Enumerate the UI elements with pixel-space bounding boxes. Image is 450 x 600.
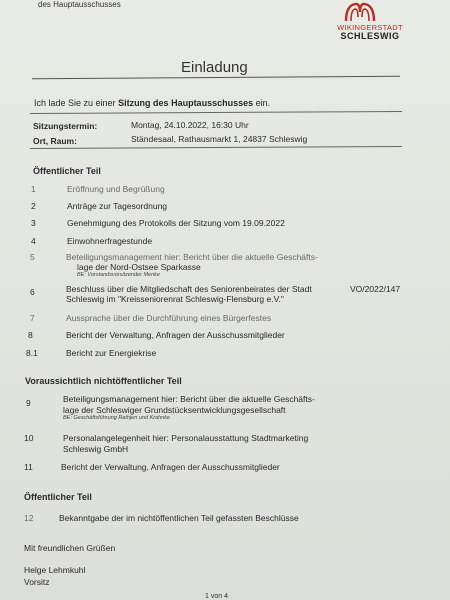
agenda-item-text: lage der Schleswiger Grundstücksentwicklungsgesellschaft xyxy=(63,405,286,415)
section-heading-public: Öffentlicher Teil xyxy=(33,166,101,176)
logo-wordmark-top: WIKINGERSTADT xyxy=(337,23,403,32)
city-logo xyxy=(300,0,430,42)
city-arches-logo xyxy=(343,0,377,22)
agenda-item-number: 7 xyxy=(30,313,35,323)
agenda-item-number: 8 xyxy=(28,330,33,340)
meeting-date-value: Montag, 24.10.2022, 16:30 Uhr xyxy=(131,120,249,130)
agenda-item-text: lage der Nord-Ostsee Sparkasse xyxy=(77,262,201,272)
agenda-item-text: Anträge zur Tagesordnung xyxy=(67,201,168,211)
agenda-item-text: Bekanntgabe der im nichtöffentlichen Teil gefassten Beschlüsse xyxy=(59,513,299,523)
committee-header: des Hauptausschusses xyxy=(38,0,121,9)
agenda-item-number: 2 xyxy=(31,201,36,211)
agenda-item-text: Genehmigung des Protokolls der Sitzung vom 19.09.2022 xyxy=(67,218,285,228)
intro-suffix: ein. xyxy=(253,98,271,108)
agenda-item-text: Bericht zur Energiekrise xyxy=(66,348,157,358)
agenda-item-number: 6 xyxy=(30,287,35,297)
meeting-place-label: Ort, Raum: xyxy=(33,136,77,146)
agenda-item-text: Beteiligungsmanagement hier: Bericht über die aktuelle Geschäfts- xyxy=(66,252,318,262)
agenda-item-number: 9 xyxy=(26,398,31,408)
agenda-item-note: BE: Vorstandsvorsitzender Menke xyxy=(77,272,160,278)
agenda-item-text: Bericht der Verwaltung, Anfragen der Ausschussmitglieder xyxy=(66,330,285,340)
page-number: 1 von 4 xyxy=(205,593,228,600)
agenda-item-text: Schleswig im "Kreisseniorenrat Schleswig-Flensburg e.V." xyxy=(66,294,284,304)
agenda-item-reference: VO/2022/147 xyxy=(350,284,401,294)
meeting-date-label: Sitzungstermin: xyxy=(33,121,98,131)
agenda-item-note: BE: Geschäftsführung Rathjen und Krahnke xyxy=(63,415,171,421)
agenda-item-text: Bericht der Verwaltung, Anfragen der Ausschussmitglieder xyxy=(61,462,280,472)
agenda-item-text: Personalangelegenheit hier: Personalausstattung Stadtmarketing xyxy=(63,433,309,443)
meeting-place-value: Ständesaal, Rathausmarkt 1, 24837 Schleswig xyxy=(131,134,308,144)
page-title: Einladung xyxy=(181,59,248,76)
agenda-item-text: Aussprache über die Durchführung eines Bürgerfestes xyxy=(66,313,272,323)
agenda-item-text: Eröffnung und Begrüßung xyxy=(67,184,165,194)
logo-wordmark-bottom: SCHLESWIG xyxy=(340,31,400,41)
intro-text xyxy=(34,98,270,108)
divider xyxy=(30,146,402,149)
agenda-item-number: 3 xyxy=(31,218,36,228)
agenda-item-number: 1 xyxy=(31,184,36,194)
signatory-name: Helge Lehmkuhl xyxy=(24,565,86,575)
section-heading-public-2: Öffentlicher Teil xyxy=(24,492,92,502)
closing-greeting: Mit freundlichen Grüßen xyxy=(24,543,116,553)
agenda-item-text: Beschluss über die Mitgliedschaft des Seniorenbeirates der Stadt xyxy=(66,284,312,294)
agenda-item-text: Schleswig GmbH xyxy=(63,444,129,454)
divider xyxy=(32,76,400,80)
intro-prefix: Ich lade Sie zu einer xyxy=(34,98,119,108)
agenda-item-number: 10 xyxy=(24,433,34,443)
agenda-item-text: Einwohnerfragestunde xyxy=(67,236,153,246)
agenda-item-number: 4 xyxy=(31,236,36,246)
agenda-item-text: Beteiligungsmanagement hier: Bericht über die aktuelle Geschäfts- xyxy=(63,394,315,404)
agenda-item-number: 11 xyxy=(24,462,33,472)
section-heading-nonpublic: Voraussichtlich nichtöffentlicher Teil xyxy=(25,376,182,386)
signatory-role: Vorsitz xyxy=(24,577,50,587)
intro-meeting-name: Sitzung des Hauptausschusses xyxy=(118,98,254,108)
agenda-item-number: 5 xyxy=(30,252,35,262)
divider xyxy=(30,111,402,114)
agenda-item-number: 12 xyxy=(24,513,34,523)
agenda-item-number: 8.1 xyxy=(26,348,38,358)
